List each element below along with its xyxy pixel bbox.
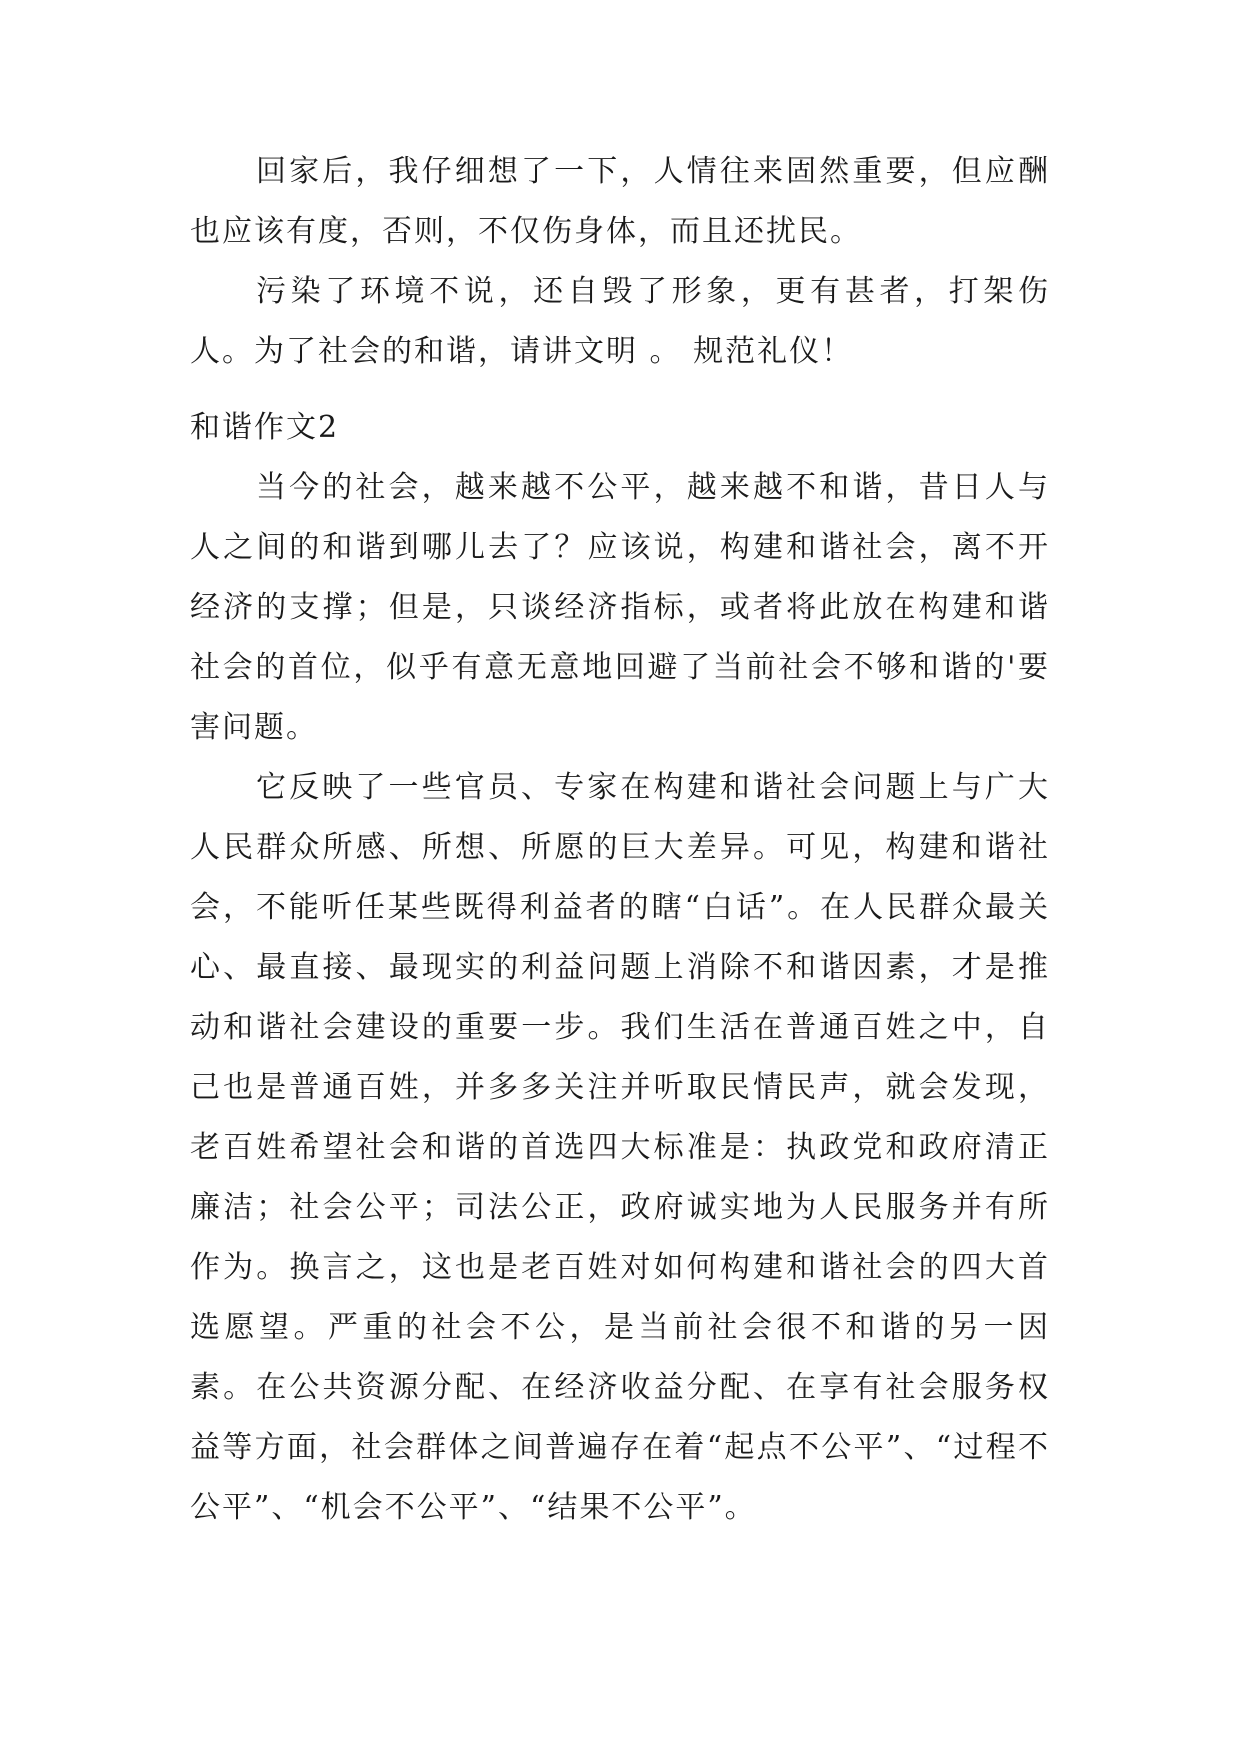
- intro-text-block: [190, 142, 1050, 382]
- intro-paragraph-1: 回家后，我仔细想了一下，人情往来固然重要，但应酬也应该有度，否则，不仅伤身体，而且还扰民。: [190, 154, 1050, 249]
- section-title: 和谐作文2: [190, 410, 340, 445]
- intro-paragraph-2: 污染了环境不说，还自毁了形象，更有甚者，打架伤人。为了社会的和谐，请讲文明 。 规范礼仪！: [190, 274, 1050, 369]
- body-paragraph-1: 当今的社会，越来越不公平，越来越不和谐，昔日人与人之间的和谐到哪儿去了？应该说，构建和谐社会，离不开经济的支撑；但是，只谈经济指标，或者将此放在构建和谐社会的首位，似乎有意无意地回避了当前社会不够和谐的'要害问题。: [190, 470, 1050, 745]
- section-text-block: [190, 398, 1050, 1538]
- body-paragraph-2: 它反映了一些官员、专家在构建和谐社会问题上与广大人民群众所感、所想、所愿的巨大差异。可见，构建和谐社会，不能听任某些既得利益者的瞎“白话”。在人民群众最关心、最直接、最现实的利益问题上消除不和谐因素，才是推动和谐社会建设的重要一步。我们生活在普通百姓之中，自己也是普通百姓，并多多关注并听取民情民声，就会发现，老百姓希望社会和谐的首选四大标准是：执政党和政府清正廉洁；社会公平；司法公正，政府诚实地为人民服务并有所作为。换言之，这也是老百姓对如何构建和谐社会的四大首选愿望。严重的社会不公，是当前社会很不和谐的另一因素。在公共资源分配、在经济收益分配、在享有社会服务权益等方面，社会群体之间普遍存在着“起点不公平”、“过程不公平”、“机会不公平”、“结果不公平”。: [190, 770, 1050, 1525]
